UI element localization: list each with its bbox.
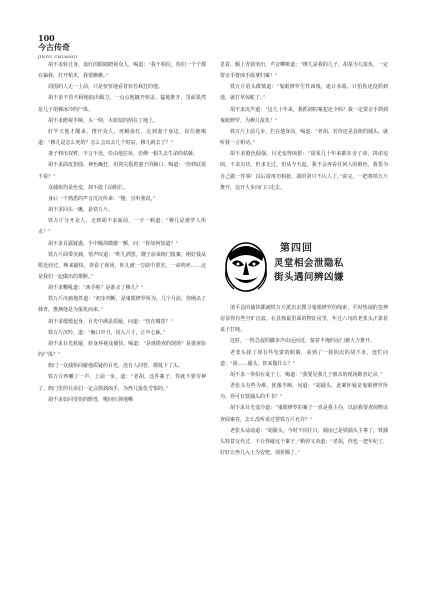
magazine-title: 今古传奇 — [38, 42, 70, 52]
paragraph: 老张头揉了揉有些发蒙的眼睛，看到了一脸阴沉的胡不求，连忙问道：“胡……捕头，你来做什么？” — [220, 349, 388, 367]
paragraph: 清平县的捕快都被铁万斤派出去搜寻鬼眼修罗的线索，平时热闹的签押房显得有些空旷沉寂。在县衙最里面的物证房里，年过六旬的老张头正靠着桌子打盹。 — [220, 305, 388, 334]
paragraph: 胡不求目光变冷道：“鬼眼修罗的案子一直是我主办，以前我要查阅物证查阅案卷，怎么没听说过要铁万斤允许？” — [220, 405, 388, 423]
paragraph: 息着，额上青筋突出，声音嘶哑道：“穆儿是我的儿子，胡某为儿报仇，一定要亲手将凶手缉拿归案！” — [220, 62, 388, 80]
paragraph: 铁万斤眉头微皱道：“鬼眼修罗生性凶残，诡计多端，只怕你还没抓到他，就打草惊蛇了。” — [220, 84, 388, 102]
paragraph: 胡不求回头一瞅，是铁万斤。 — [48, 207, 114, 214]
right-column-top — [220, 60, 388, 194]
chapter-number: 第四回 — [280, 243, 313, 254]
paragraph: 老张头有些为难，犹豫半晌，问道：“胡捕头，此案怀疑是鬼眼修罗所为，你可有铁捕头的手书？” — [220, 383, 388, 401]
paragraph: 铁万斤上前几步，拦在他身前，喝道：“老胡，若你还是县衙的捕头，就听我一言相劝。” — [220, 128, 388, 147]
paragraph: 好半天他才醒来，推开众人，再瞅血红，走到妻子身边，扯住她喝道：“穆儿是怎么死的？怎么会出去几个时辰，穆儿就去了？” — [38, 128, 206, 147]
paragraph: 胡不求面皮扭曲，神色癫狂，用剑尖指着妻子的胸口，喝道：“你到底说不说？” — [38, 162, 206, 180]
opera-mask-icon — [222, 237, 270, 293]
right-column-bottom — [220, 303, 388, 459]
paragraph: 这时，一阵急促的脚步声由远而近，接着半掩的房门被大力推开。 — [230, 338, 376, 345]
paragraph: 铁万斤沉痛地答道：“初步判断，是鬼眼修罗所为。几个月前，你刚杀了韩青，推测他是为报仇而来。” — [38, 296, 206, 314]
paragraph: 胡不求沉声道：“这几十年来，我抓到的案犯还少吗？我一定要亲手抓到鬼眼修罗，为穆儿报仇！” — [220, 106, 388, 124]
paragraph: 衙门一众捕快回避他质疑的目光，没有人回答，都低下了头。 — [48, 363, 184, 370]
paragraph: 胡不求瞪视半晌，头一仰，木桩似的倒在了地上。 — [48, 117, 159, 124]
paragraph: 周围的人无一上前，只是怔怔地看着状若疯狂的他。 — [48, 84, 164, 91]
magazine-subtitle: JINGU CHUANQI — [38, 54, 78, 59]
paragraph: 铁万斤咳嗽了一声，上前一步，道：“老胡，这件案子，你就不要劳神了。衙门里的兄弟们一定会抓到凶手，为侄儿报仇雪恨的。” — [38, 374, 206, 392]
paragraph: 胡不求一拳拍在桌子上，喝道：“我要见我儿子被杀的现场勘查记录。” — [230, 371, 383, 378]
magazine-header — [38, 43, 77, 61]
paragraph: 胡不求缓缓起身，目光中满是质疑，问道：“伤在哪里？” — [48, 318, 174, 325]
paragraph: 胡不求嘶吼道：“凶手呢？是谁杀了穆儿？” — [48, 285, 144, 292]
paragraph: 胡不求目露疑惑，手中佩剑微微一颤，问：“你如何知道？” — [48, 240, 179, 247]
chapter-title-line-1: 灵堂相会泄隐私 — [274, 258, 345, 269]
paragraph: 众捕快均是色变，却不敢上前阻拦。 — [48, 184, 129, 191]
paragraph: 胡不求转过身，血红的眼睛瞪视众人，喝道：“我不相信，你们一个个都在骗我，打开棺木，我要瞧瞧。” — [38, 62, 206, 80]
paragraph: 胡不求不管不顾地抽出佩刀，一点点地撬开棺盖，猛地推开，里面果然是儿子胡穆冰冷的尸体。 — [38, 95, 206, 113]
page-number: 100 — [38, 33, 55, 43]
paragraph: 铁万斤分开众人，走到胡不求面前，一字一顿道：“穆儿是被罗人所杀！” — [38, 218, 206, 236]
paragraph: 铁万斤面带沉痛，悄声叹道：“昨儿酒罢，嫂子前来衙门报案，刚好我从附近经过，唤来捕快，查看了现场，你儿被一刀砍中要害，一命呜呼……这是我们一起做出的推断。” — [38, 251, 206, 280]
paragraph: 胡不求如同受伤的野兽，喉间压抑地嘶 — [48, 396, 134, 403]
chapter-title-line-2: 街头遇问辨凶嫌 — [274, 272, 345, 283]
paragraph: 妻子伸出双臂，不言不语，任由他拉扯，仿佛一根失去生命的枯藤。 — [48, 151, 199, 158]
paragraph: 铁万斤沉吟，道：“胸口中刀，切入六寸，正中心脉。” — [48, 329, 166, 336]
paragraph: 胡不求脸色倔强，目光变得凶狠：“胡某几十年来都在舍了命，拼命追凶，不求有功，但求无过，但从今天起，我不会再看任何人的脸色，我要为自己做一件事！以后请再勿相扰，我的剑只不认人了。”说完，一把将铁万斤推开，迈开大步向门口走去。 — [220, 151, 388, 191]
left-column — [38, 60, 206, 406]
paragraph: 老张头讪讪道：“胡捕头，今时不同往日，捕房已是铁捕头主事了。铁捕头特意交代过，不让你碰这个案子。”稍停又劝道：“老胡，你也一把年纪了，好好让侄儿入土为安吧，别折腾了。” — [220, 427, 388, 457]
paragraph: 身后一个熟悉的声音沉沉传来：“慢，且听我说。” — [48, 195, 156, 202]
chapter-heading — [220, 235, 388, 297]
paragraph: 胡不求目光犹疑，转身环视众捕快，喝道：“是谁勘查的现场？是谁查验的尸体？” — [38, 340, 206, 359]
